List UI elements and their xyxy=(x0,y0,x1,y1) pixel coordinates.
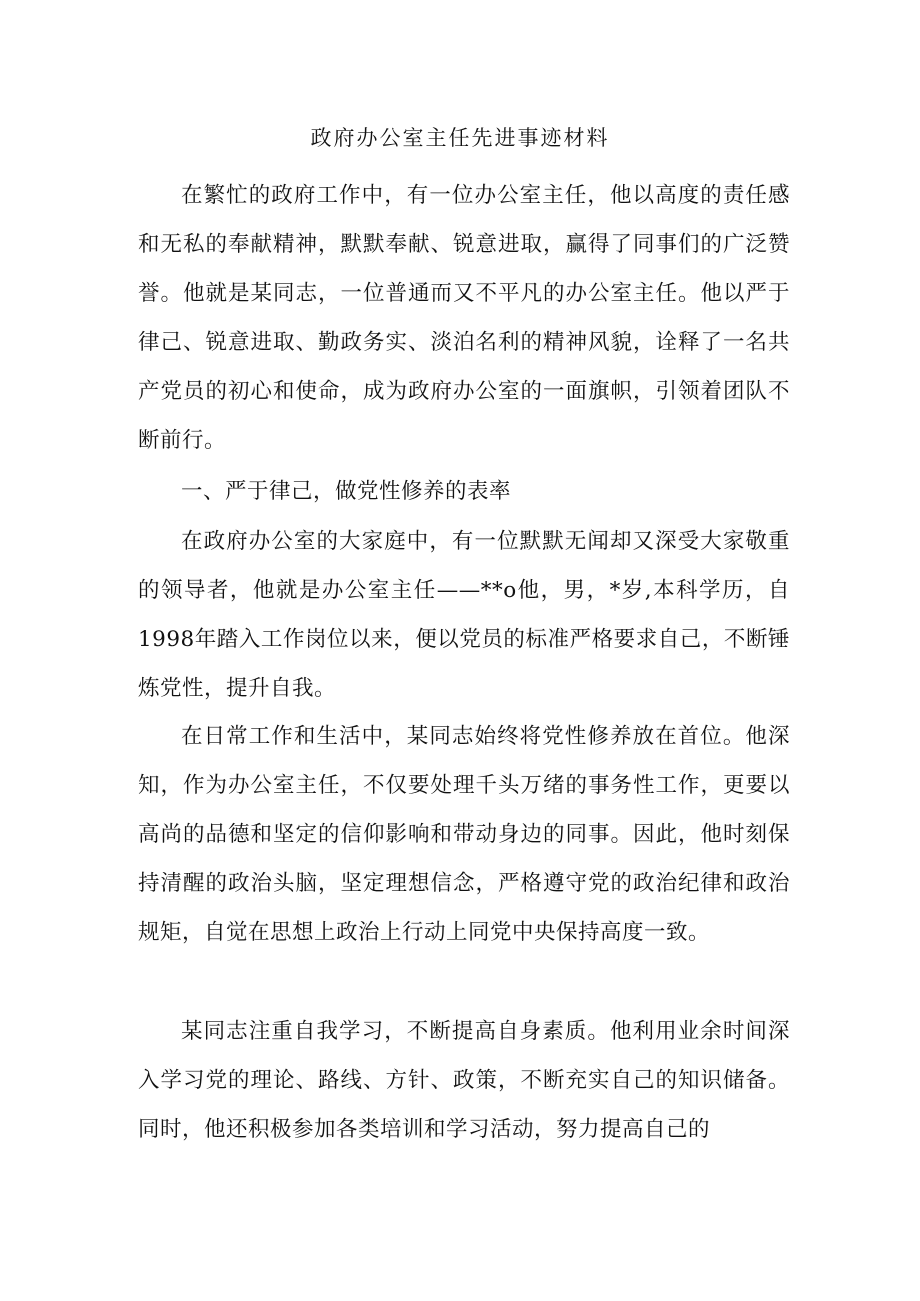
paragraph-party-cultivation: 在日常工作和生活中，某同志始终将党性修养放在首位。他深知，作为办公室主任，不仅要处理千头万绪的事务性工作，更要以高尚的品德和坚定的信仰影响和带动身边的同事。因此，他时刻保持清醒的政治头脑，坚定理想信念，严格遵守党的政治纪律和政治规矩，自觉在思想上政治上行动上同党中央保持高度一致。 xyxy=(138,724,790,945)
section-heading-1: 一、严于律己，做党性修养的表率 xyxy=(181,479,512,504)
paragraph-intro: 在繁忙的政府工作中，有一位办公室主任，他以高度的责任感和无私的奉献精神，默默奉献、锐意进取，赢得了同事们的广泛赞誉。他就是某同志，一位普通而又不平凡的办公室主任。他以严于律己、锐意进取、勤政务实、淡泊名利的精神风貌，诠释了一名共产党员的初心和使命，成为政府办公室的一面旗帜，引领着团队不断前行。 xyxy=(138,183,790,453)
paragraph-self-study: 某同志注重自我学习，不断提高自身素质。他利用业余时间深入学习党的理论、路线、方针、政策，不断充实自己的知识储备。同时，他还积极参加各类培训和学习活动，努力提高自己的 xyxy=(138,1019,790,1142)
paragraph-profile: 在政府办公室的大家庭中，有一位默默无闻却又深受大家敬重的领导者，他就是办公室主任——**o他，男，*岁,本科学历，自1998年踏入工作岗位以来，便以党员的标准严格要求自己，不断锤炼党性，提升自我。 xyxy=(138,529,790,701)
document-title: 政府办公室主任先进事迹材料 xyxy=(310,126,610,150)
